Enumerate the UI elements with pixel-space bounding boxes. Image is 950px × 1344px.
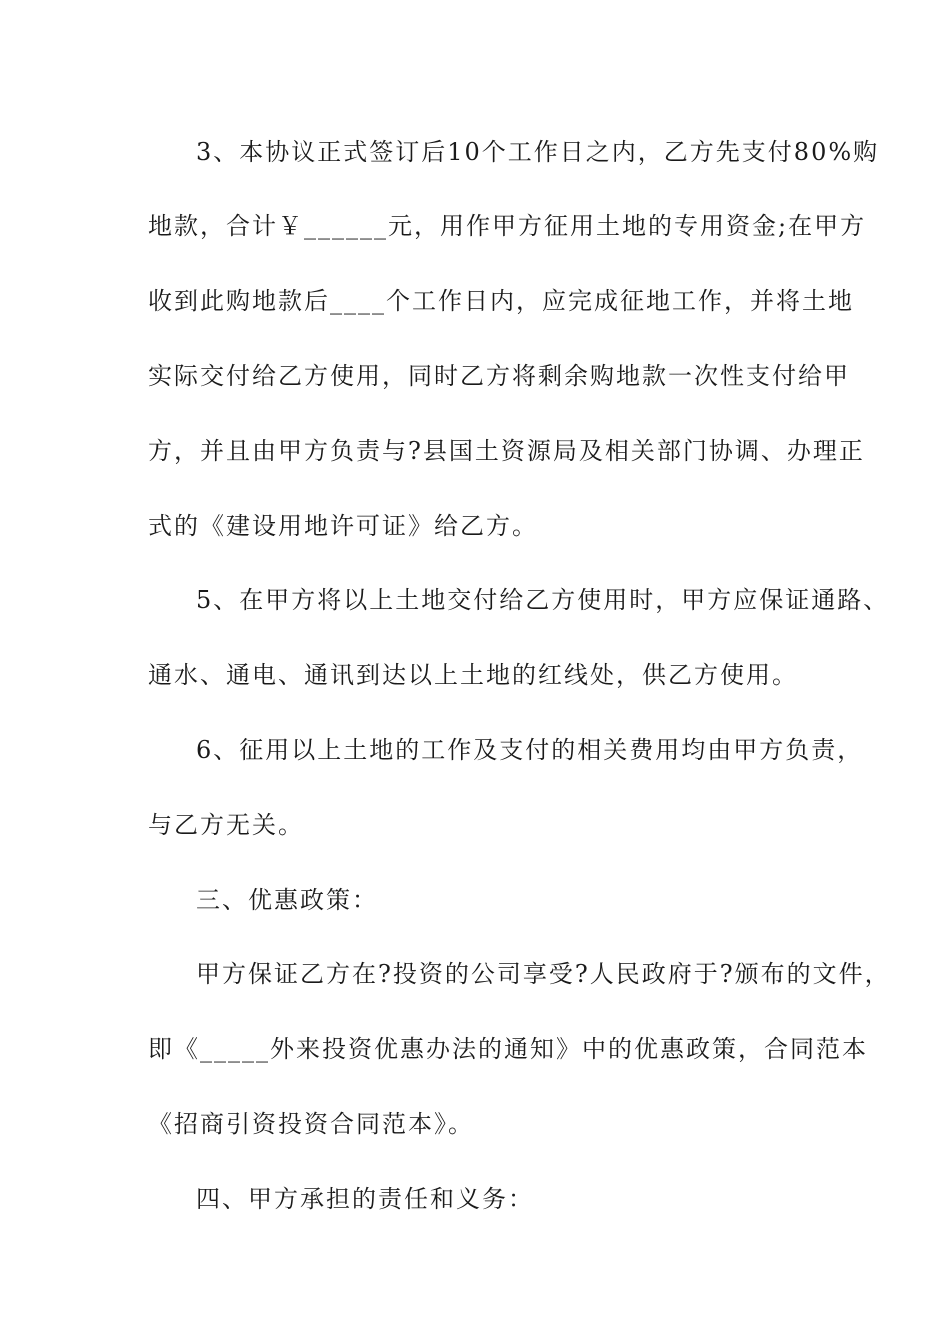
clause-3-line-6: 式的《建设用地许可证》给乙方。 <box>148 512 538 540</box>
clause-3-line-2: 地款，合计￥______元，用作甲方征用土地的专用资金;在甲方 <box>148 212 867 240</box>
clause-3-line-5: 方，并且由甲方负责与?县国土资源局及相关部门协调、办理正 <box>148 437 865 465</box>
clause-5-line-2: 通水、通电、通讯到达以上土地的红线处，供乙方使用。 <box>148 661 798 689</box>
section-3-line-2: 即《_____外来投资优惠办法的通知》中的优惠政策，合同范本 <box>148 1035 868 1063</box>
section-3-line-3: 《招商引资投资合同范本》。 <box>148 1110 474 1138</box>
section-3-line-1: 甲方保证乙方在?投资的公司享受?人民政府于?颁布的文件， <box>196 960 891 988</box>
clause-5-line-1: 5、在甲方将以上土地交付给乙方使用时，甲方应保证通路、 <box>196 586 890 614</box>
clause-3-line-3: 收到此购地款后____个工作日内，应完成征地工作，并将土地 <box>148 287 854 315</box>
section-4-heading: 四、甲方承担的责任和义务： <box>196 1185 534 1213</box>
clause-6-line-1: 6、征用以上土地的工作及支付的相关费用均由甲方负责， <box>196 736 864 764</box>
clause-6-line-2: 与乙方无关。 <box>148 811 304 839</box>
clause-3-line-4: 实际交付给乙方使用，同时乙方将剩余购地款一次性支付给甲 <box>148 362 850 390</box>
section-3-heading: 三、优惠政策： <box>196 886 378 914</box>
clause-3-line-1: 3、本协议正式签订后10个工作日之内，乙方先支付80%购 <box>196 138 880 166</box>
